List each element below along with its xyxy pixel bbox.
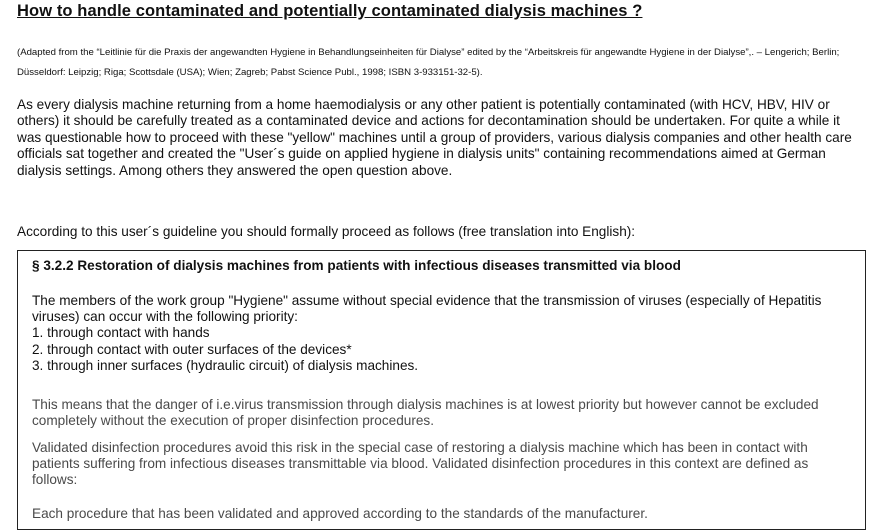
intro-paragraph: As every dialysis machine returning from a home haemodialysis or any other patient is potentially contaminated (with HCV, HBV, HIV or others) it should be carefully treated as a contaminated device and actions for decontamination should be undertaken. For quite a while it was questionable how to proceed with these "yellow" machines until a group of providers, various dialysis companies and other health care officials sat together and created the "User´s guide on applied hygiene in dialysis units" containing recommendations aimed at German dialysis settings. Among others they answered the open question above. bbox=[17, 97, 852, 178]
section-heading: § 3.2.2 Restoration of dialysis machines from patients with infectious diseases transmitted via blood bbox=[32, 258, 681, 273]
section-paragraph-4-cut: Each procedure that has been validated and approved according to the standards of the manufacturer. bbox=[32, 506, 648, 521]
section-paragraph-2: This means that the danger of i.e.virus transmission through dialysis machines is at lowest priority but however cannot be excluded completely without the execution of proper disinfection procedures. bbox=[32, 397, 819, 429]
list-item: 2. through contact with outer surfaces of the devices* bbox=[32, 341, 352, 357]
section-paragraph-3: Validated disinfection procedures avoid this risk in the special case of restoring a dialysis machine which has been in contact with patients suffering from infectious diseases transmittable via blood. Validated disinfection procedures in this context are defined as follows: bbox=[32, 440, 809, 488]
citation-text: (Adapted from the “Leitlinie für die Praxis der angewandten Hygiene in Behandlungseinheiten für Dialyse” edited by the “Arbeitskreis für angewandte Hygiene in der Dialyse”,. – Lengerich; Berlin; Düsseldorf: Leipzig; Riga; Scottsdale (USA); Wien; Zagreb; Pabst Science Publ., 1998; ISBN 3-933151-32-5). bbox=[17, 47, 840, 78]
page-title: How to handle contaminated and potentially contaminated dialysis machines ? bbox=[17, 2, 643, 20]
priority-intro: The members of the work group "Hygiene" assume without special evidence that the transmission of viruses (especially of Hepatitis viruses) can occur with the following priority: bbox=[32, 293, 822, 325]
list-item: 1. through contact with hands bbox=[32, 325, 210, 341]
guideline-excerpt-box bbox=[17, 250, 866, 530]
according-paragraph: According to this user´s guideline you should formally proceed as follows (free translation into English): bbox=[17, 224, 636, 239]
section-paragraph-1 bbox=[32, 293, 854, 374]
list-item: 3. through inner surfaces (hydraulic circuit) of dialysis machines. bbox=[32, 357, 419, 373]
